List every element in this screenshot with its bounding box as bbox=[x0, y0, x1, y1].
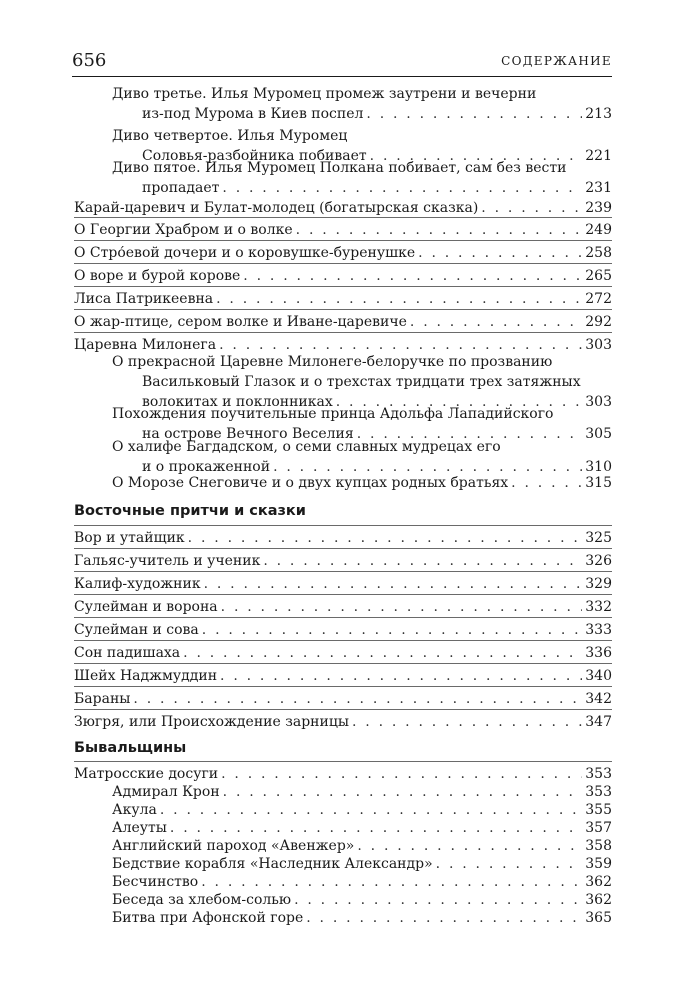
toc-entry-title: Гальяс-учитель и ученик bbox=[74, 553, 261, 569]
toc-entry-title: Сулейман и ворона bbox=[74, 599, 218, 615]
toc-page-number: 326 bbox=[585, 553, 612, 569]
toc-entry bbox=[74, 289, 612, 309]
toc-page-number: 340 bbox=[585, 668, 612, 684]
toc-entry-title: Вор и утайщик bbox=[74, 530, 185, 546]
toc-page-number: 342 bbox=[585, 691, 612, 707]
section-rule bbox=[74, 525, 612, 526]
toc-page-number: 362 bbox=[585, 874, 612, 890]
toc-page-number: 239 bbox=[585, 200, 612, 216]
leader-dots bbox=[201, 872, 582, 892]
toc-entry bbox=[74, 597, 612, 617]
toc-entry-title: О воре и бурой корове bbox=[74, 268, 241, 284]
toc-page-number: 357 bbox=[585, 820, 612, 836]
leader-dots bbox=[511, 473, 582, 493]
entry-divider bbox=[74, 263, 612, 264]
toc-entry bbox=[112, 352, 612, 412]
toc-page-number: 272 bbox=[585, 291, 612, 307]
toc-page-number: 303 bbox=[585, 337, 612, 353]
leader-dots bbox=[220, 666, 582, 686]
toc-page-number: 332 bbox=[585, 599, 612, 615]
leader-dots bbox=[296, 220, 583, 240]
toc-entry bbox=[112, 890, 612, 910]
leader-dots bbox=[366, 104, 582, 124]
toc-page-number: 347 bbox=[585, 714, 612, 730]
leader-dots bbox=[204, 574, 583, 594]
entry-divider bbox=[74, 640, 612, 641]
leader-dots bbox=[357, 836, 582, 856]
entry-divider bbox=[74, 217, 612, 218]
toc-entry bbox=[112, 158, 612, 198]
toc-entry bbox=[112, 473, 612, 493]
page-number: 656 bbox=[72, 50, 107, 71]
toc-entry-title: О жар-птице, сером волке и Иване-царевиче bbox=[74, 314, 407, 330]
leader-dots bbox=[170, 818, 582, 838]
entry-divider bbox=[74, 286, 612, 287]
entry-divider bbox=[74, 309, 612, 310]
toc-entry bbox=[74, 528, 612, 548]
toc-entry bbox=[74, 574, 612, 594]
leader-dots bbox=[243, 266, 582, 286]
toc-entry bbox=[112, 818, 612, 838]
toc-entry-title: Алеуты bbox=[112, 820, 167, 836]
toc-page-number: 353 bbox=[585, 766, 612, 782]
leader-dots bbox=[202, 620, 583, 640]
toc-entry bbox=[112, 84, 612, 124]
entry-divider bbox=[74, 617, 612, 618]
toc-page-number: 336 bbox=[585, 645, 612, 661]
entry-divider bbox=[74, 548, 612, 549]
toc-entry-title: Сулейман и сова bbox=[74, 622, 199, 638]
toc-page-number: 265 bbox=[585, 268, 612, 284]
toc-entry bbox=[74, 243, 612, 263]
toc-entry-title: Битва при Афонской горе bbox=[112, 910, 304, 926]
toc-page-number: 365 bbox=[585, 910, 612, 926]
toc-entry-title: на острове Вечного Веселия bbox=[142, 426, 354, 442]
toc-entry-title: Калиф-художник bbox=[74, 576, 201, 592]
toc-page-number: 362 bbox=[585, 892, 612, 908]
toc-entry bbox=[74, 312, 612, 332]
toc-page-number: 329 bbox=[585, 576, 612, 592]
toc-entry bbox=[74, 551, 612, 571]
toc-entry-title: Бесчинство bbox=[112, 874, 199, 890]
leader-dots bbox=[418, 243, 582, 263]
toc-entry-title: Акула bbox=[112, 802, 157, 818]
toc-entry-title: волокитах и поклонниках bbox=[142, 394, 333, 410]
toc-entry bbox=[112, 782, 612, 802]
toc-page-number: 249 bbox=[585, 222, 612, 238]
entry-divider bbox=[74, 240, 612, 241]
toc-entry bbox=[112, 854, 612, 874]
running-title: СОДЕРЖАНИЕ bbox=[501, 54, 612, 68]
entry-divider bbox=[74, 571, 612, 572]
toc-page-number: 303 bbox=[585, 394, 612, 410]
toc-entry-title: Соловья-разбойника побивает bbox=[142, 148, 367, 164]
section-heading: Восточные притчи и сказки bbox=[74, 503, 306, 519]
entry-divider bbox=[74, 686, 612, 687]
toc-entry-title: Царевна Милонега bbox=[74, 337, 217, 353]
toc-entry-title: О Стро́евой дочери и о коровушке-буренушке bbox=[74, 245, 416, 261]
leader-dots bbox=[133, 689, 582, 709]
leader-dots bbox=[183, 643, 582, 663]
toc-entry-title: Адмирал Крон bbox=[112, 784, 220, 800]
section-heading: Бывальщины bbox=[74, 740, 187, 756]
toc-entry-title: из-под Мурома в Киев поспел bbox=[142, 106, 364, 122]
toc-page-number: 359 bbox=[585, 856, 612, 872]
leader-dots bbox=[160, 800, 582, 820]
toc-page-number: 315 bbox=[585, 475, 612, 491]
toc-entry bbox=[74, 666, 612, 686]
toc-entry-title: Васильковый Глазок и о трехстах тридцати трех затяжных bbox=[142, 374, 581, 390]
toc-entry-title: О Морозе Снеговиче и о двух купцах родных братьях bbox=[112, 475, 509, 491]
toc-page-number: 305 bbox=[585, 426, 612, 442]
toc-page-number: 358 bbox=[585, 838, 612, 854]
toc-entry-title: Похождения поучительные принца Адольфа Лападийского bbox=[112, 406, 554, 422]
toc-entry-title: О халифе Багдадском, о семи славных мудрецах его bbox=[112, 439, 501, 455]
toc-entry-title: и о прокаженной bbox=[142, 459, 271, 475]
toc-entry bbox=[112, 908, 612, 928]
toc-entry-title: Зюгря, или Происхождение зарницы bbox=[74, 714, 349, 730]
toc-page-number: 221 bbox=[585, 148, 612, 164]
toc-entry bbox=[74, 712, 612, 732]
toc-entry bbox=[74, 643, 612, 663]
toc-page-number: 355 bbox=[585, 802, 612, 818]
toc-page-number: 353 bbox=[585, 784, 612, 800]
leader-dots bbox=[294, 890, 582, 910]
leader-dots bbox=[263, 551, 582, 571]
toc-entry bbox=[112, 872, 612, 892]
entry-divider bbox=[74, 594, 612, 595]
toc-entry bbox=[112, 836, 612, 856]
toc-entry-title: О прекрасной Царевне Милонеге-белоручке по прозванию bbox=[112, 354, 553, 370]
toc-page-number: 310 bbox=[585, 459, 612, 475]
toc-entry bbox=[74, 198, 612, 218]
toc-entry bbox=[74, 620, 612, 640]
toc-entry-title: Диво пятое. Илья Муромец Полкана побивает, сам без вести bbox=[112, 160, 567, 176]
leader-dots bbox=[221, 597, 583, 617]
toc-entry bbox=[74, 689, 612, 709]
toc-entry-title: Лиса Патрикеевна bbox=[74, 291, 214, 307]
entry-divider bbox=[74, 709, 612, 710]
toc-entry bbox=[74, 220, 612, 240]
leader-dots bbox=[216, 289, 582, 309]
toc-entry-title: Английский пароход «Авенжер» bbox=[112, 838, 355, 854]
toc-entry bbox=[112, 800, 612, 820]
toc-entry-title: Сон падишаха bbox=[74, 645, 181, 661]
toc-page-number: 292 bbox=[585, 314, 612, 330]
leader-dots bbox=[188, 528, 583, 548]
section-rule bbox=[74, 761, 612, 762]
leader-dots bbox=[221, 764, 582, 784]
leader-dots bbox=[436, 854, 583, 874]
toc-entry-title: Диво четвертое. Илья Муромец bbox=[112, 128, 348, 144]
toc-page-number: 325 bbox=[585, 530, 612, 546]
toc-entry-title: О Георгии Храбром и о волке bbox=[74, 222, 293, 238]
toc-entry-title: Бедствие корабля «Наследник Александр» bbox=[112, 856, 433, 872]
toc-entry-title: Шейх Наджмуддин bbox=[74, 668, 218, 684]
leader-dots bbox=[410, 312, 582, 332]
toc-entry-title: Диво третье. Илья Муромец промеж заутрени и вечерни bbox=[112, 86, 537, 102]
toc-page-number: 213 bbox=[585, 106, 612, 122]
toc-page-number: 258 bbox=[585, 245, 612, 261]
toc-page-number: 231 bbox=[585, 180, 612, 196]
toc-entry bbox=[74, 764, 612, 784]
toc-entry-title: Карай-царевич и Булат-молодец (богатырская сказка) bbox=[74, 200, 479, 216]
toc-entry-title: Матросские досуги bbox=[74, 766, 219, 782]
toc-entry-title: Бараны bbox=[74, 691, 131, 707]
toc-page-number: 333 bbox=[585, 622, 612, 638]
leader-dots bbox=[222, 178, 582, 198]
leader-dots bbox=[481, 198, 582, 218]
toc-entry bbox=[74, 266, 612, 286]
entry-divider bbox=[74, 332, 612, 333]
leader-dots bbox=[306, 908, 582, 928]
leader-dots bbox=[223, 782, 583, 802]
running-head bbox=[72, 50, 612, 77]
toc-entry-title: пропадает bbox=[142, 180, 220, 196]
leader-dots bbox=[352, 712, 582, 732]
entry-divider bbox=[74, 663, 612, 664]
toc-entry bbox=[112, 437, 612, 477]
toc-entry-title: Беседа за хлебом-солью bbox=[112, 892, 292, 908]
